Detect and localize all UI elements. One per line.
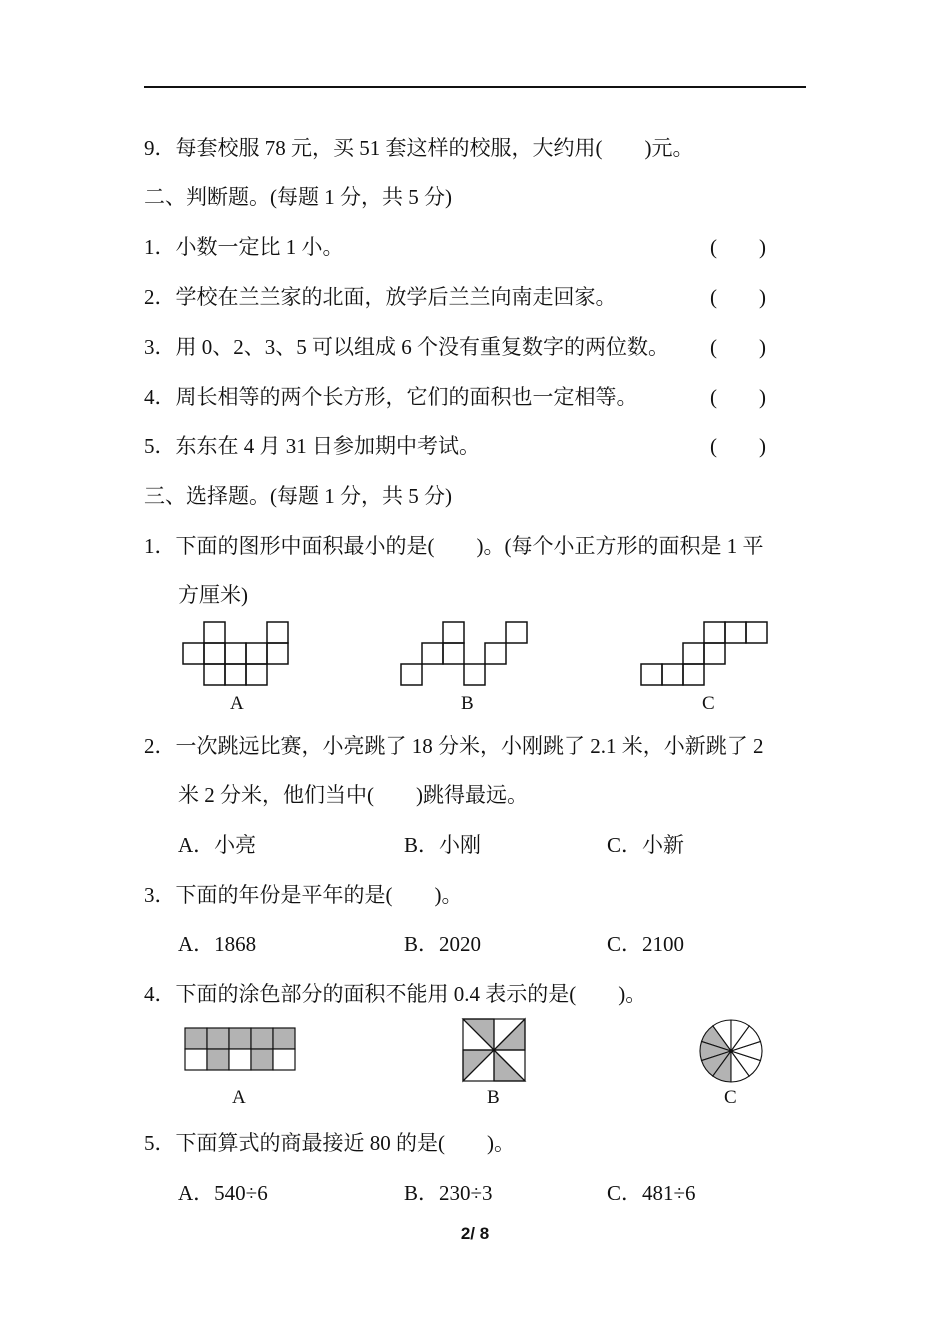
choice-q2-option-c[interactable]: C．小新: [607, 833, 685, 857]
judge-answer-blank-4[interactable]: ( ): [710, 385, 766, 409]
choice-q5-option-b[interactable]: B．230÷3: [404, 1181, 493, 1205]
section-2-heading: 二、判断题。(每题 1 分，共 5 分): [144, 185, 452, 209]
judge-answer-blank-1[interactable]: ( ): [710, 235, 766, 259]
judge-item-3: 3．用 0、2、3、5 可以组成 6 个没有重复数字的两位数。: [144, 335, 669, 359]
question-9: 9．每套校服 78 元，买 51 套这样的校服，大约用( )元。: [144, 136, 694, 160]
choice-q4-stem: 4．下面的涂色部分的面积不能用 0.4 表示的是( )。: [144, 982, 647, 1006]
judge-answer-blank-5[interactable]: ( ): [710, 434, 766, 458]
judge-item-5: 5．东东在 4 月 31 日参加期中考试。: [144, 434, 480, 458]
choice-q3-stem: 3．下面的年份是平年的是( )。: [144, 883, 463, 907]
figure-c-label: C: [702, 693, 715, 714]
judge-item-1: 1．小数一定比 1 小。: [144, 235, 344, 259]
figure-a-label: A: [230, 693, 244, 714]
figure-a-grid-shaded: [183, 1026, 297, 1074]
figure-c-circle-sectors: [698, 1018, 764, 1084]
choice-q3-option-c[interactable]: C．2100: [607, 932, 685, 956]
judge-answer-blank-3[interactable]: ( ): [710, 335, 766, 359]
figure-b-square-label: B: [487, 1087, 500, 1108]
choice-q5-stem: 5．下面算式的商最接近 80 的是( )。: [144, 1131, 515, 1155]
choice-q5-option-c[interactable]: C．481÷6: [607, 1181, 696, 1205]
judge-item-4: 4．周长相等的两个长方形，它们的面积也一定相等。: [144, 385, 638, 409]
choice-q2-option-b[interactable]: B．小刚: [404, 833, 482, 857]
choice-q1-stem-line2: 方厘米): [178, 583, 248, 607]
choice-q5-option-a[interactable]: A．540÷6: [178, 1181, 268, 1205]
figure-b-squares: [398, 620, 532, 690]
choice-q2-stem-line1: 2．一次跳远比赛，小亮跳了 18 分米，小刚跳了 2.1 米，小新跳了 2: [144, 734, 764, 758]
choice-q2-stem-line2: 米 2 分米，他们当中( )跳得最远。: [178, 783, 528, 807]
figure-a-squares: [180, 620, 294, 690]
figure-a-grid-label: A: [232, 1087, 246, 1108]
choice-q3-option-a[interactable]: A．1868: [178, 932, 257, 956]
header-rule: [144, 86, 806, 88]
figure-c-circle-label: C: [724, 1087, 737, 1108]
figure-c-squares: [638, 620, 772, 690]
section-3-heading: 三、选择题。(每题 1 分，共 5 分): [144, 484, 452, 508]
choice-q2-option-a[interactable]: A．小亮: [178, 833, 257, 857]
choice-q1-stem-line1: 1．下面的图形中面积最小的是( )。(每个小正方形的面积是 1 平: [144, 534, 764, 558]
judge-item-2: 2．学校在兰兰家的北面，放学后兰兰向南走回家。: [144, 285, 617, 309]
judge-answer-blank-2[interactable]: ( ): [710, 285, 766, 309]
page-number: 2/ 8: [460, 1224, 490, 1243]
figure-b-label: B: [461, 693, 474, 714]
choice-q3-option-b[interactable]: B．2020: [404, 932, 482, 956]
figure-b-square-pinwheel: [461, 1017, 527, 1083]
